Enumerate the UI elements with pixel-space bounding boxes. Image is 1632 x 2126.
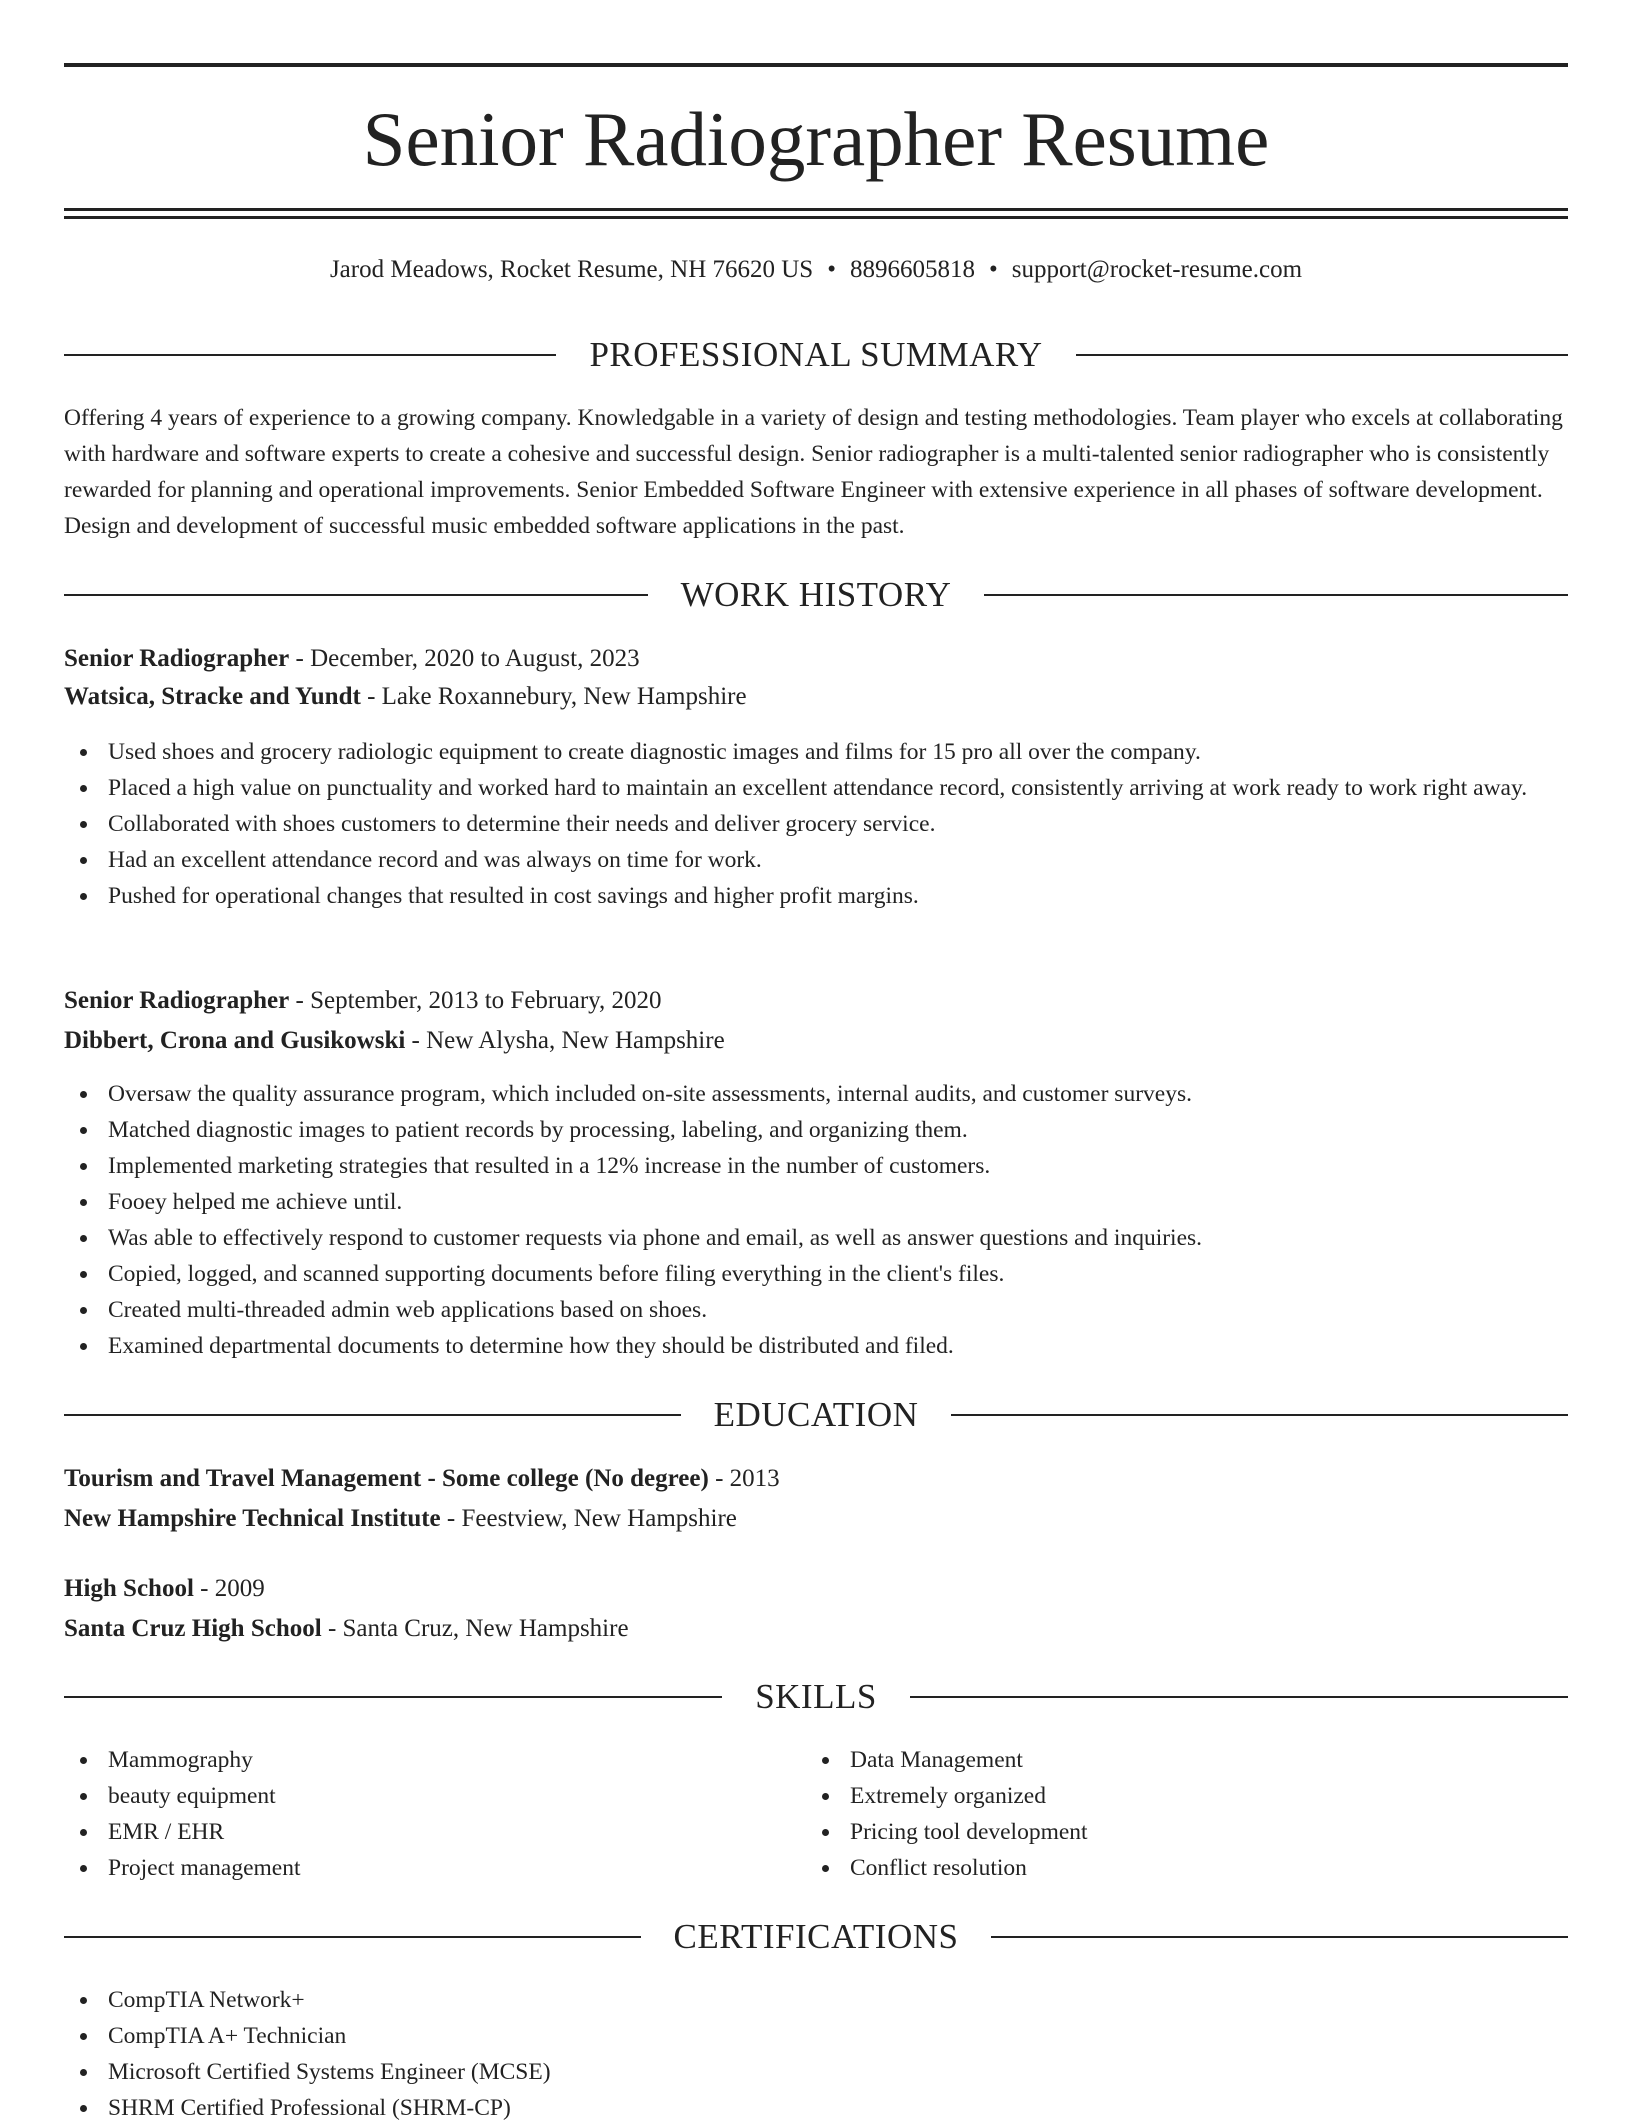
education-degree: Tourism and Travel Management - Some college (No degree) xyxy=(64,1465,709,1492)
heading-rule xyxy=(64,594,648,596)
education-year: - 2009 xyxy=(200,1575,265,1602)
list-item: Examined departmental documents to determine how they should be distributed and filed. xyxy=(64,1328,1568,1364)
contact-line xyxy=(64,253,1568,287)
contact-separator: • xyxy=(988,256,998,283)
list-item: Implemented marketing strategies that resulted in a 12% increase in the number of customers. xyxy=(64,1148,1568,1184)
resume-title: Senior Radiographer Resume xyxy=(362,96,1270,182)
section-title: CERTIFICATIONS xyxy=(673,1917,959,1956)
skill-item: beauty equipment xyxy=(64,1778,764,1814)
heading-rule xyxy=(991,1936,1568,1938)
skill-item: Pricing tool development xyxy=(806,1814,1506,1850)
list-item: Created multi-threaded admin web applications based on shoes. xyxy=(64,1292,1568,1328)
job-dates: - December, 2020 to August, 2023 xyxy=(295,645,640,672)
job-title-line xyxy=(64,983,1568,1019)
education-year: - 2013 xyxy=(715,1465,780,1492)
summary-text: Offering 4 years of experience to a growing company. Knowledgable in a variety of design and testing methodologies. Team player who excels at collaborating with hardware and software experts to create a cohesive and successful design. Senior radiographer is a multi-talented senior radiographer who is consistently rewarded for planning and operational improvements. Senior Embedded Software Engineer with extensive experience in all phases of software development. Design and development of successful music embedded software applications in the past. xyxy=(64,405,1563,539)
education-heading xyxy=(64,1393,1568,1437)
education-degree: High School xyxy=(64,1575,194,1602)
skills-list-right xyxy=(806,1742,1506,1886)
list-item: Collaborated with shoes customers to determine their needs and deliver grocery service. xyxy=(64,806,1568,842)
skill-item: Extremely organized xyxy=(806,1778,1506,1814)
heading-rule xyxy=(910,1696,1568,1698)
list-item: Oversaw the quality assurance program, which included on-site assessments, internal audits, and customer surveys. xyxy=(64,1076,1568,1112)
certification-item: CompTIA A+ Technician xyxy=(64,2018,1568,2054)
certifications-list xyxy=(64,1982,1568,2126)
job-title-line xyxy=(64,641,1568,677)
skills-heading xyxy=(64,1675,1568,1719)
heading-rule xyxy=(64,354,556,356)
skill-item: Project management xyxy=(64,1850,764,1886)
contact-address: Jarod Meadows, Rocket Resume, NH 76620 US xyxy=(329,256,814,283)
heading-rule xyxy=(984,594,1568,596)
education-location: - Santa Cruz, New Hampshire xyxy=(327,1615,629,1642)
list-item: Matched diagnostic images to patient records by processing, labeling, and organizing them. xyxy=(64,1112,1568,1148)
list-item: Used shoes and grocery radiologic equipment to create diagnostic images and films for 15 pro all over the company. xyxy=(64,734,1568,770)
education-degree-line xyxy=(64,1571,1568,1607)
job-location: - New Alysha, New Hampshire xyxy=(411,1027,725,1054)
job-location: - Lake Roxannebury, New Hampshire xyxy=(367,683,747,710)
skill-item: Conflict resolution xyxy=(806,1850,1506,1886)
job-company-line xyxy=(64,679,1568,715)
education-location: - Feestview, New Hampshire xyxy=(446,1505,737,1532)
job-company-line xyxy=(64,1023,1568,1059)
certifications-heading xyxy=(64,1915,1568,1959)
job-company: Dibbert, Crona and Gusikowski xyxy=(64,1027,406,1054)
heading-rule xyxy=(64,1696,722,1698)
job-company: Watsica, Stracke and Yundt xyxy=(64,683,361,710)
education-school-line xyxy=(64,1501,1568,1537)
certification-item: SHRM Certified Professional (SHRM-CP) xyxy=(64,2090,1568,2126)
top-rule xyxy=(64,63,1568,67)
contact-separator: • xyxy=(827,256,836,283)
heading-rule xyxy=(1076,354,1568,356)
job-dates: - September, 2013 to February, 2020 xyxy=(295,987,662,1014)
job-bullets xyxy=(64,1076,1568,1364)
contact-email: support@rocket-resume.com xyxy=(1011,256,1303,283)
list-item: Pushed for operational changes that resulted in cost savings and higher profit margins. xyxy=(64,878,1568,914)
education-degree-line xyxy=(64,1461,1568,1497)
heading-rule xyxy=(64,1414,681,1416)
list-item: Fooey helped me achieve until. xyxy=(64,1184,1568,1220)
job-bullets xyxy=(64,734,1568,914)
job-title: Senior Radiographer xyxy=(64,987,290,1014)
heading-rule xyxy=(951,1414,1568,1416)
list-item: Had an excellent attendance record and was always on time for work. xyxy=(64,842,1568,878)
skill-item: Data Management xyxy=(806,1742,1506,1778)
section-title: PROFESSIONAL SUMMARY xyxy=(589,335,1043,374)
education-school: Santa Cruz High School xyxy=(64,1615,322,1642)
summary-heading xyxy=(64,333,1568,377)
list-item: Was able to effectively respond to customer requests via phone and email, as well as answer questions and inquiries. xyxy=(64,1220,1568,1256)
section-title: WORK HISTORY xyxy=(680,575,952,614)
certification-item: Microsoft Certified Systems Engineer (MCSE) xyxy=(64,2054,1568,2090)
section-title: EDUCATION xyxy=(713,1395,919,1434)
education-school-line xyxy=(64,1611,1568,1647)
job-title: Senior Radiographer xyxy=(64,645,290,672)
education-school: New Hampshire Technical Institute xyxy=(64,1505,441,1532)
heading-rule xyxy=(64,1936,641,1938)
skill-item: EMR / EHR xyxy=(64,1814,764,1850)
skills-list-left xyxy=(64,1742,764,1886)
skill-item: Mammography xyxy=(64,1742,764,1778)
list-item: Placed a high value on punctuality and worked hard to maintain an excellent attendance record, consistently arriving at work ready to work right away. xyxy=(64,770,1568,806)
certification-item: CompTIA Network+ xyxy=(64,1982,1568,2018)
title-double-rule xyxy=(64,208,1568,219)
work-history-heading xyxy=(64,573,1568,617)
section-title: SKILLS xyxy=(755,1677,877,1716)
list-item: Copied, logged, and scanned supporting documents before filing everything in the client's files. xyxy=(64,1256,1568,1292)
contact-phone: 8896605818 xyxy=(849,256,975,283)
